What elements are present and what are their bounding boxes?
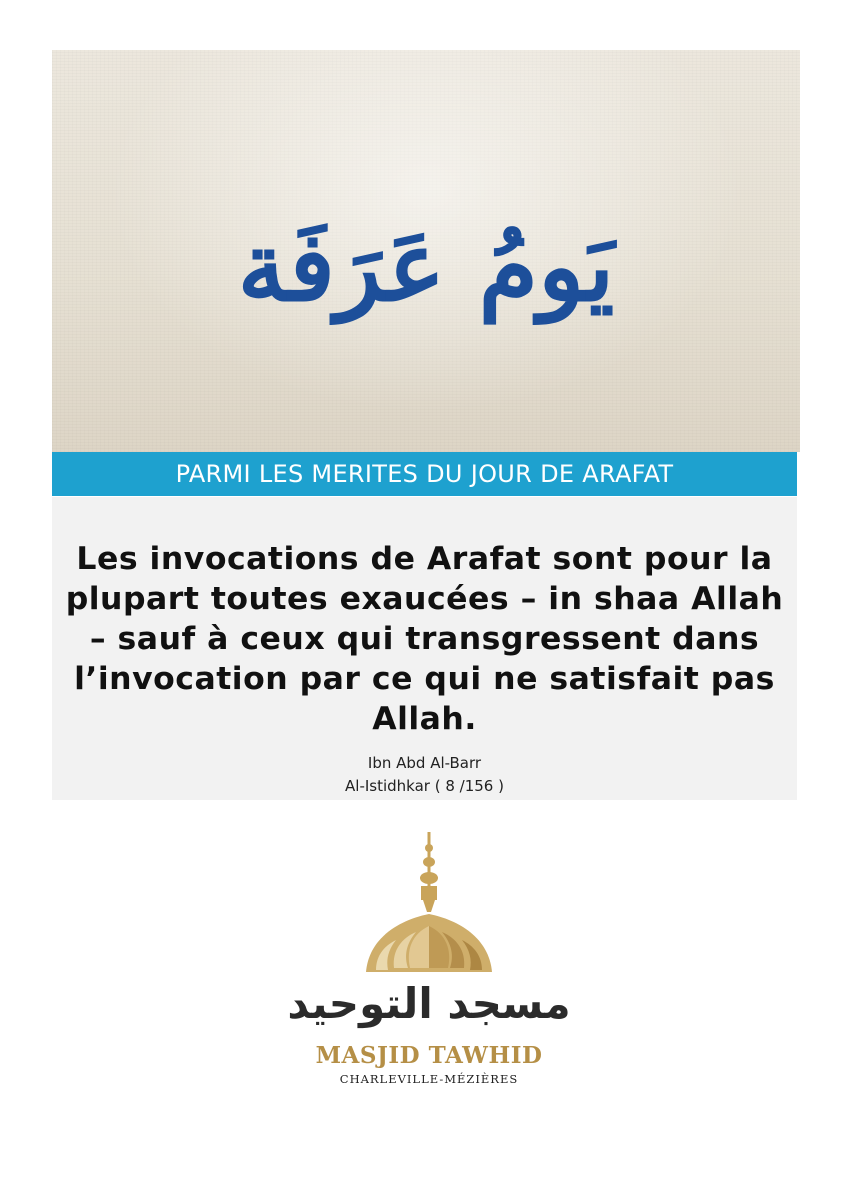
quote-source: Al-Istidhkar ( 8 /156 ) [345,777,504,795]
arabic-calligraphy-title: يَومُ عَرَفَة [237,210,615,323]
header-banner [52,50,800,452]
quote-box [52,497,797,800]
quote-author: Ibn Abd Al-Barr [367,754,482,772]
logo-arabic-text: مسجد التوحيد [287,979,571,1028]
section-title-bar: PARMI LES MERITES DU JOUR DE ARAFAT [52,452,797,496]
logo-name: MASJID TAWHID [315,1042,543,1069]
quote-text: Les invocations de Arafat sont pour la plupart toutes exaucées – in shaa Allah – sauf à ceux qui transgressent dans l’invocation par ce qui ne satisfait pas Allah. [65,541,784,737]
mosque-dome-icon [287,830,571,1040]
logo-city: CHARLEVILLE-MÉZIÈRES [339,1072,519,1086]
masjid-logo [287,830,571,1090]
